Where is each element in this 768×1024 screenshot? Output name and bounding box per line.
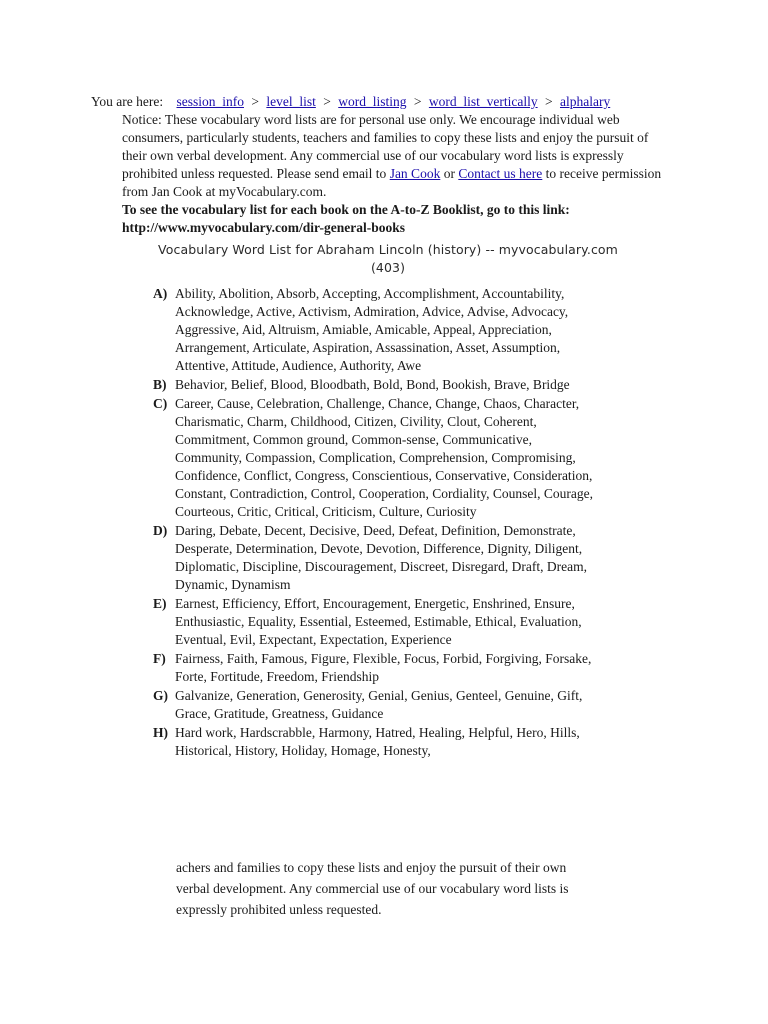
section-g — [153, 687, 593, 723]
breadcrumb-separator: > — [323, 94, 331, 109]
word-list-sections — [153, 285, 593, 761]
section-b — [153, 376, 593, 394]
section-d — [153, 522, 593, 594]
section-words: Behavior, Belief, Blood, Bloodbath, Bold, Bond, Bookish, Brave, Bridge — [175, 377, 570, 392]
list-count: (403) — [370, 260, 406, 275]
contact-us-link[interactable]: Contact us here — [458, 166, 543, 181]
section-e — [153, 595, 593, 649]
breadcrumb-separator: > — [413, 94, 422, 109]
breadcrumb-link-session-info[interactable]: session_info — [176, 94, 244, 109]
section-letter: A) — [153, 286, 168, 301]
list-title — [150, 241, 626, 277]
notice-text: or — [440, 166, 459, 181]
email-jan-cook-link[interactable]: Jan Cook — [389, 166, 441, 181]
section-words: Ability, Abolition, Absorb, Accepting, Accomplishment, Accountability, Acknowledge, Active, Activism, Admiration, Advice, Advise, Advocacy, Aggressive, Aid, Altruism, Amiable, Amicable, Appeal, Appreciation, Arrangement, Articulate, Aspiration, Assassination, Asset, Assumption, Attentive, Attitude, Audience, Authority, Awe — [175, 286, 569, 373]
section-c — [153, 395, 593, 521]
breadcrumb-link-word-listing[interactable]: word_listing — [338, 94, 407, 109]
overlapping-notice-fragment: achers and families to copy these lists and enjoy the pursuit of their own verbal development. Any commercial use of our vocabulary word lists is expressly prohibited unless requested. — [176, 860, 569, 917]
booklist-link-notice: To see the vocabulary list for each book on the A-to-Z Booklist, go to this link: http://www.myvocabulary.com/dir-general-books — [122, 202, 570, 235]
section-words: Career, Cause, Celebration, Challenge, Chance, Change, Chaos, Character, Charismatic, Charm, Childhood, Citizen, Civility, Clout, Coherent, Commitment, Common ground, Common-sense, Communicative, Community, Compassion, Complication, Comprehension, Compromising, Confidence, Conflict, Congress, Conscientious, Conservative, Consideration, Constant, Contradiction, Control, Cooperation, Cordiality, Counsel, Courage, Courteous, Critic, Critical, Criticism, Culture, Curiosity — [175, 396, 593, 519]
section-words: Hard work, Hardscrabble, Harmony, Hatred, Healing, Helpful, Hero, Hills, Historical, History, Holiday, Homage, Honesty, — [175, 725, 580, 758]
section-letter: C) — [153, 396, 168, 411]
notice-text: to receive permission from Jan Cook at myVocabulary.com. — [122, 166, 662, 199]
breadcrumb-separator: > — [544, 94, 553, 109]
section-letter: F) — [153, 651, 166, 666]
section-letter: E) — [153, 596, 167, 611]
breadcrumb-prefix: You are here: — [91, 94, 164, 109]
section-letter: D) — [153, 523, 168, 538]
section-a — [153, 285, 593, 375]
section-words: Daring, Debate, Decent, Decisive, Deed, Defeat, Definition, Demonstrate, Desperate, Determination, Devote, Devotion, Difference, Dignity, Diligent, Diplomatic, Discipline, Discouragement, Discreet, Disregard, Draft, Dream, Dynamic, Dynamism — [175, 523, 587, 592]
breadcrumb-separator: > — [251, 94, 259, 109]
section-letter: G) — [153, 688, 168, 703]
breadcrumb — [91, 93, 610, 111]
section-f — [153, 650, 593, 686]
section-words: Fairness, Faith, Famous, Figure, Flexible, Focus, Forbid, Forgiving, Forsake, Forte, Fortitude, Freedom, Friendship — [175, 651, 592, 684]
breadcrumb-link-alphalary[interactable]: alphalary — [559, 94, 611, 109]
list-title-line: Vocabulary Word List for Abraham Lincoln (history) -- myvocabulary.com — [158, 242, 618, 257]
notice-text: Notice: These vocabulary word lists are for personal use only. We encourage individual web consumers, particularly students, teachers and families to copy these lists and enjoy the pursuit of their own verbal development. Any commercial use of our vocabulary word lists is expressly prohibited unless requested. Please send email to — [122, 112, 649, 181]
section-words: Earnest, Efficiency, Effort, Encouragement, Energetic, Enshrined, Ensure, Enthusiastic, Equality, Essential, Esteemed, Estimable, Ethical, Evaluation, Eventual, Evil, Expectant, Expectation, Experience — [175, 596, 582, 647]
breadcrumb-link-word-list-vertically[interactable]: word_list_vertically — [428, 94, 538, 109]
notice-paragraph — [122, 111, 662, 237]
section-words: Galvanize, Generation, Generosity, Genial, Genius, Genteel, Genuine, Gift, Grace, Gratitude, Greatness, Guidance — [175, 688, 583, 721]
section-letter: B) — [153, 377, 167, 392]
section-letter: H) — [153, 725, 168, 740]
section-h — [153, 724, 593, 760]
breadcrumb-link-level-list[interactable]: level_list — [266, 94, 316, 109]
